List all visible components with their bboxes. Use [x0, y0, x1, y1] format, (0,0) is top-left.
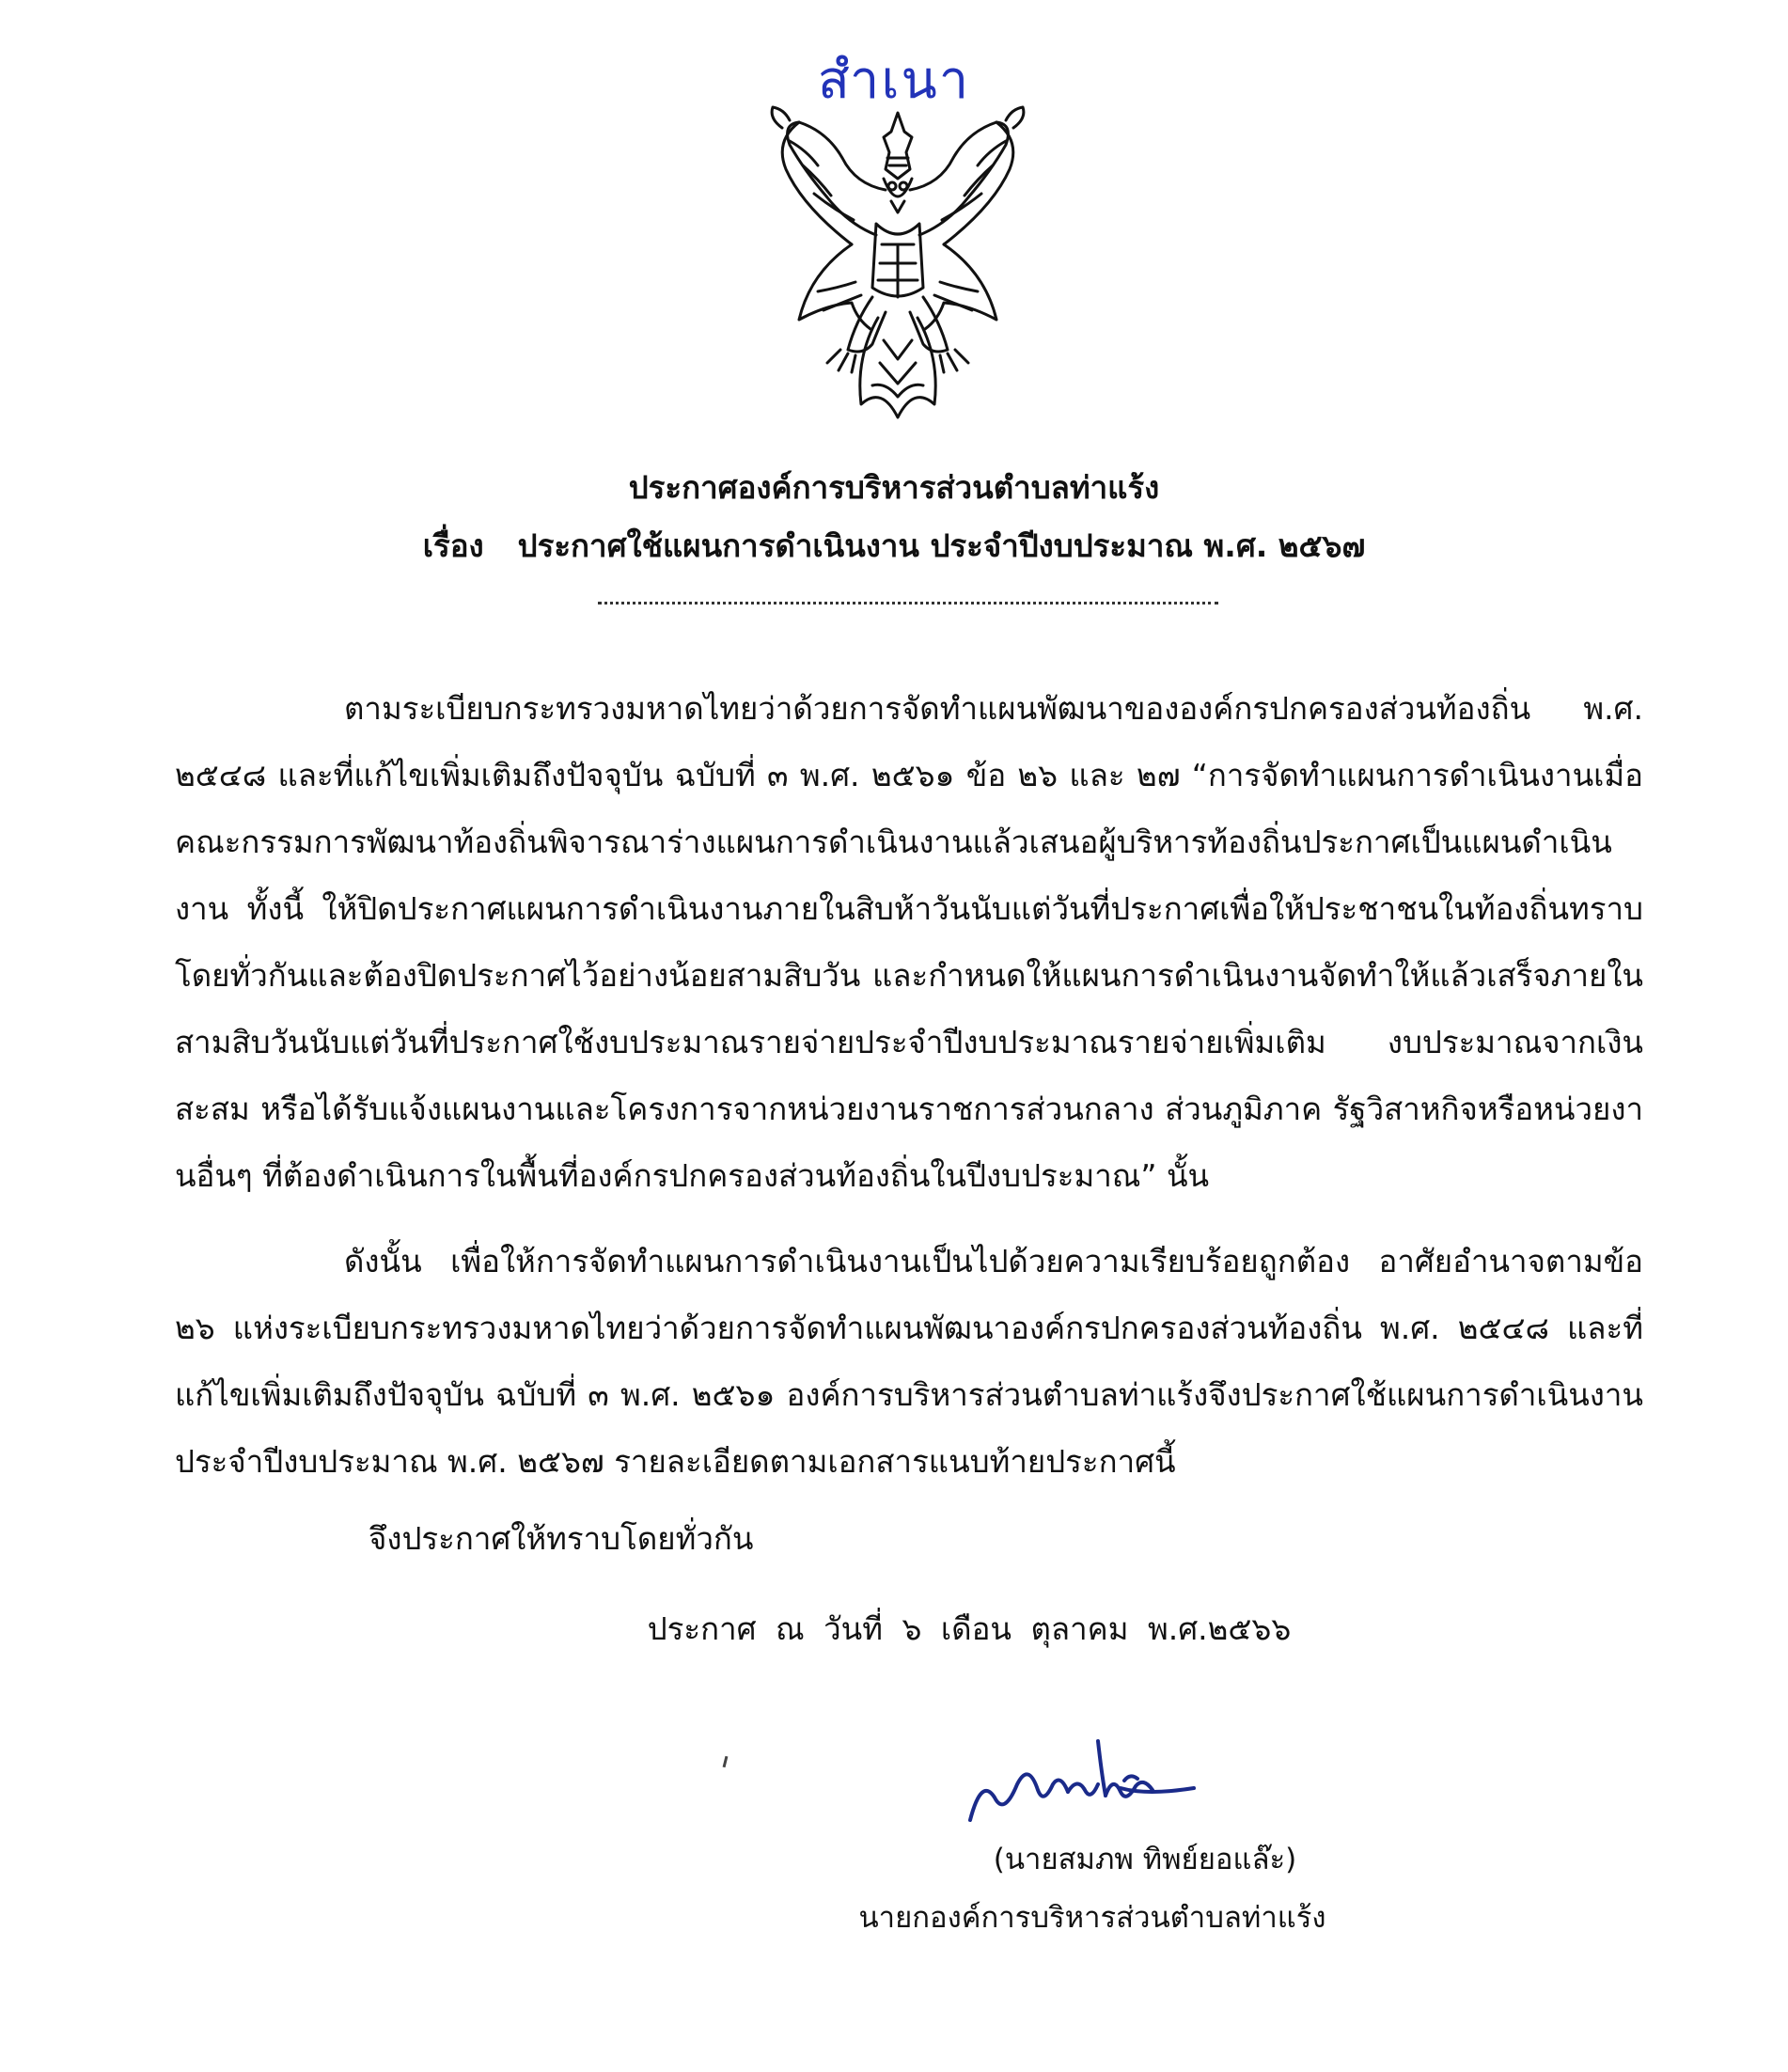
signer-title: นายกองค์การบริหารส่วนตำบลท่าแร้ง: [858, 1901, 1326, 1935]
announcement-title: ประกาศองค์การบริหารส่วนตำบลท่าแร้ง: [628, 469, 1160, 506]
announcement-body: [175, 675, 1643, 1514]
announcement-header: [0, 459, 1788, 575]
handwritten-signature: [959, 1730, 1203, 1833]
subject-label: เรื่อง: [422, 527, 484, 564]
garuda-emblem-icon: [761, 103, 1034, 423]
body-paragraph: ตามระเบียบกระทรวงมหาดไทยว่าด้วยการจัดทำแผนพัฒนาขององค์กรปกครองส่วนท้องถิ่น พ.ศ. ๒๕๔๘ และที่แก้ไขเพิ่มเติมถึงปัจจุบัน ฉบับที่ ๓ พ.ศ. ๒๕๖๑ ข้อ ๒๖ และ ๒๗ “การจัดทำแผนการดำเนินงานเมื่อคณะกรรมการพัฒนาท้องถิ่นพิจารณาร่างแผนการดำเนินงานแล้วเสนอผู้บริหารท้องถิ่นประกาศเป็นแผนดำเนินงาน ทั้งนี้ ให้ปิดประกาศแผนการดำเนินงานภายในสิบห้าวันนับแต่วันที่ประกาศเพื่อให้ประชาชนในท้องถิ่นทราบ โดยทั่วกันและต้องปิดประกาศไว้อย่างน้อยสามสิบวัน และกำหนดให้แผนการดำเนินงานจัดทำให้แล้วเสร็จภายในสามสิบวันนับแต่วันที่ประกาศใช้งบประมาณรายจ่ายประจำปีงบประมาณรายจ่ายเพิ่มเติม งบประมาณจากเงินสะสม หรือได้รับแจ้งแผนงานและโครงการจากหน่วยงานราชการส่วนกลาง ส่วนภูมิภาค รัฐวิสาหกิจหรือหน่วยงานอื่นๆ ที่ต้องดำเนินการในพื้นที่องค์กรปกครองส่วนท้องถิ่นในปีงบประมาณ” นั้น: [175, 690, 1643, 1194]
copy-stamp: สำเนา: [817, 50, 971, 111]
subject-text: ประกาศใช้แผนการดำเนินงาน ประจำปีงบประมาณ พ.ศ. ๒๕๖๗: [517, 527, 1366, 564]
stray-mark: [723, 1756, 729, 1767]
dotted-divider: [598, 602, 1218, 604]
announcement-subject: [0, 517, 1788, 575]
signer-name: (นายสมภพ ทิพย์ยอแล๊ะ): [993, 1843, 1297, 1876]
announcement-date: ประกาศ ณ วันที่ ๖ เดือน ตุลาคม พ.ศ.๒๕๖๖: [647, 1610, 1292, 1647]
closing-statement: จึงประกาศให้ทราบโดยทั่วกัน: [369, 1520, 754, 1557]
body-paragraph: ดังนั้น เพื่อให้การจัดทำแผนการดำเนินงานเป็นไปด้วยความเรียบร้อยถูกต้อง อาศัยอำนาจตามข้อ ๒๖ แห่งระเบียบกระทรวงมหาดไทยว่าด้วยการจัดทำแผนพัฒนาองค์กรปกครองส่วนท้องถิ่น พ.ศ. ๒๕๔๘ และที่แก้ไขเพิ่มเติมถึงปัจจุบัน ฉบับที่ ๓ พ.ศ. ๒๕๖๑ องค์การบริหารส่วนตำบลท่าแร้งจึงประกาศใช้แผนการดำเนินงาน ประจำปีงบประมาณ พ.ศ. ๒๕๖๗ รายละเอียดตามเอกสารแนบท้ายประกาศนี้: [175, 1243, 1643, 1480]
